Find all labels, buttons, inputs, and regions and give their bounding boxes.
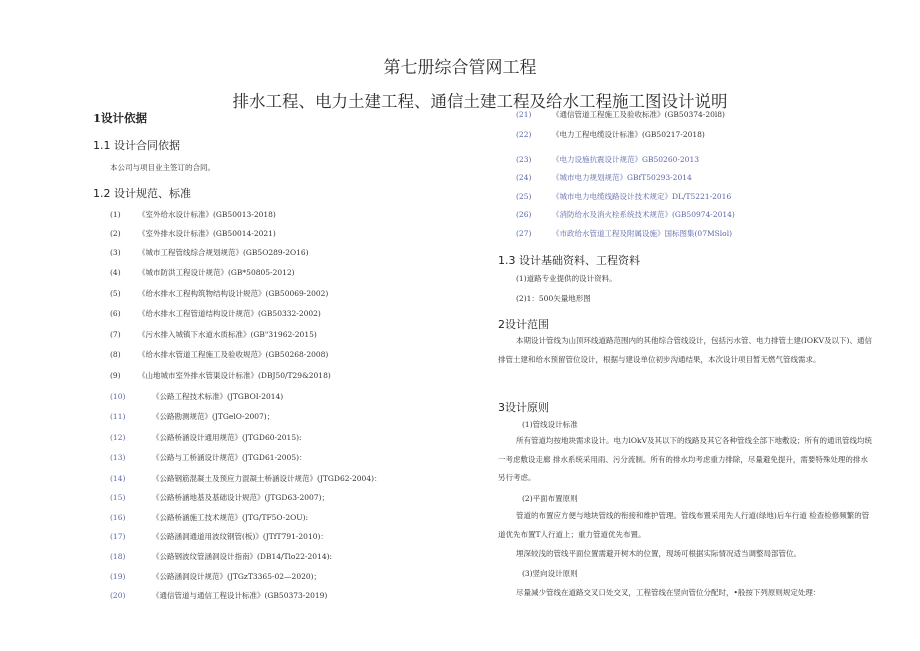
reference-item: (26) 《消防给水及消火栓系统技术规范》(GB50974-2014) xyxy=(516,210,735,219)
reference-item: (23) 《电力设施抗震设计规范》GB50260-2013 xyxy=(516,155,699,164)
section-3-heading: 3设计原则 xyxy=(498,401,549,414)
reference-item: (8) 《给水排水管道工程施工及验收规范》(GB50268-2008) xyxy=(110,350,329,359)
reference-item: (27) 《市政给水管道工程及附属设施》国标图集(07MSlol) xyxy=(516,229,733,238)
section-3-p2-text-2: 埋深较浅的管线平面位置需避开树木的位置，现场可根据实际情况适当调整局部管位。 xyxy=(516,549,801,558)
section-2-text: 本期设计管线为山顶环线道路范围内的其他综合管线设计，包括污水管、电力排管土建(IOKV及以下)、通信排管土建和给水预留管位设计，根据与建设单位初步沟通结果，本次设计项目暂无燃气管线需求。 xyxy=(498,336,872,364)
reference-item: (21) 《通信管道工程施工及验收标准》(GB50374-20l8) xyxy=(516,110,725,119)
reference-item: (14) 《公路钢筋混凝土及预应力混凝土桥涵设计规范》(JTGD62-2004)： xyxy=(110,474,382,483)
reference-item: (13) 《公路与工桥涵设计规范》(JTGD61-2005)： xyxy=(110,453,307,462)
section-3-p3-title: (3)竖向设计原则 xyxy=(522,569,578,578)
reference-item: (10) 《公路工程技术标准》(JTGBOI-2014) xyxy=(110,392,284,401)
reference-item: (22) 《电力工程电缆设计标准》(GB50217-2018) xyxy=(516,130,705,139)
section-3-p2-title: (2)平面布置原则 xyxy=(522,494,578,503)
reference-item: (4) 《城市防洪工程设计规范》(GB*50805-2012) xyxy=(110,268,295,277)
section-3-p1-title: (1)管线设计标准 xyxy=(522,420,578,429)
section-2-heading: 2设计范围 xyxy=(498,318,549,331)
reference-item: (2) 《室外排水设计标准》(GB50014-2021) xyxy=(110,229,276,238)
reference-item: (18) 《公路钢波纹管涵洞设计指南》(DB14/Tlo22-2014): xyxy=(110,552,333,561)
section-1-1-text: 本公司与项目业主签订的合同。 xyxy=(110,163,215,172)
section-1-3-item: (1)道路专业提供的设计资料。 xyxy=(516,274,617,283)
reference-item: (20) 《通信管道与通信工程设计标准》(GB50373-2019) xyxy=(110,591,328,600)
reference-item: (25) 《城市电力电缆线路设计技术规定》DL/T5221-2016 xyxy=(516,192,732,201)
reference-item: (12) 《公路桥涵设计通用规范》(JTGD60-2015): xyxy=(110,433,302,442)
reference-item: (11) 《公路勘测规范》(JTGelO-2007)； xyxy=(110,412,275,421)
section-1-1-heading: 1.1 设计合同依据 xyxy=(93,139,180,152)
section-1-heading: 1设计依据 xyxy=(93,111,148,125)
reference-item: (9) 《山地城市室外排水管渠设计标准》(DBJ50/T29&2018) xyxy=(110,371,331,380)
document-subtitle: 排水工程、电力土建工程、通信土建工程及给水工程施工图设计说明 xyxy=(232,92,728,111)
section-3-p2-text: 管道的布置应方便与地块管线的衔接和维护管理。管线布置采用先人行道(绿地)后车行道 检查检修频繁的管道优先布置T人行道上；重力管道优先布置。 xyxy=(498,511,870,539)
section-3-p1-text: 所有管道均按地块需求设计。电力lOkV及其以下的线路及其它各种管线全部下地敷设；所有的通讯管线均统一考虑敷设走廊 排水系统采用雨、污分流制。所有的排水均考虑重力排除，尽量避免提升，需要特殊处理的排水另行考虑。 xyxy=(498,436,873,482)
reference-item: (3) 《城市工程管线综合规划规范》(GB5O289-2O16) xyxy=(110,248,309,257)
reference-item: (15) 《公路桥涵地基及基础设计规范》(JTGD63-2007)； xyxy=(110,493,330,502)
reference-item: (7) 《污水排入城镇下水道水质标准》(GB"31962-2015) xyxy=(110,330,317,339)
section-1-3-item: (2)1：500矢量地形图 xyxy=(516,294,591,303)
reference-item: (19) 《公路涵洞设计规范》(JTGzT3365-02—2020)； xyxy=(110,572,322,581)
reference-item: (24) 《城市电力规划规范》GBfT50293-2014 xyxy=(516,173,692,182)
reference-item: (17) 《公路涵洞通道用波纹钢管(板)》(JTfT791-2010)： xyxy=(110,532,328,541)
section-1-2-heading: 1.2 设计规范、标准 xyxy=(93,187,191,200)
section-1-3-heading: 1.3 设计基础资料、工程资料 xyxy=(498,254,640,267)
document-title: 第七册综合管网工程 xyxy=(383,58,537,78)
reference-item: (6) 《给水排水工程管道结构设计规范》(GB50332-2002) xyxy=(110,309,321,318)
reference-item: (16) 《公路桥涵施工技术规范》(JTG/TF5O-2OU): xyxy=(110,513,309,522)
reference-item: (5) 《给水排水工程构筑物结构设计规范》(GB50069-2002) xyxy=(110,289,329,298)
reference-item: (1) 《室外给水设计标准》(GB50013-2018) xyxy=(110,210,276,219)
section-3-p3-text: 尽量减少管线在道路交叉口处交叉，工程管线在竖向管位分配时，•般按下列原则规定处理： xyxy=(516,588,821,597)
